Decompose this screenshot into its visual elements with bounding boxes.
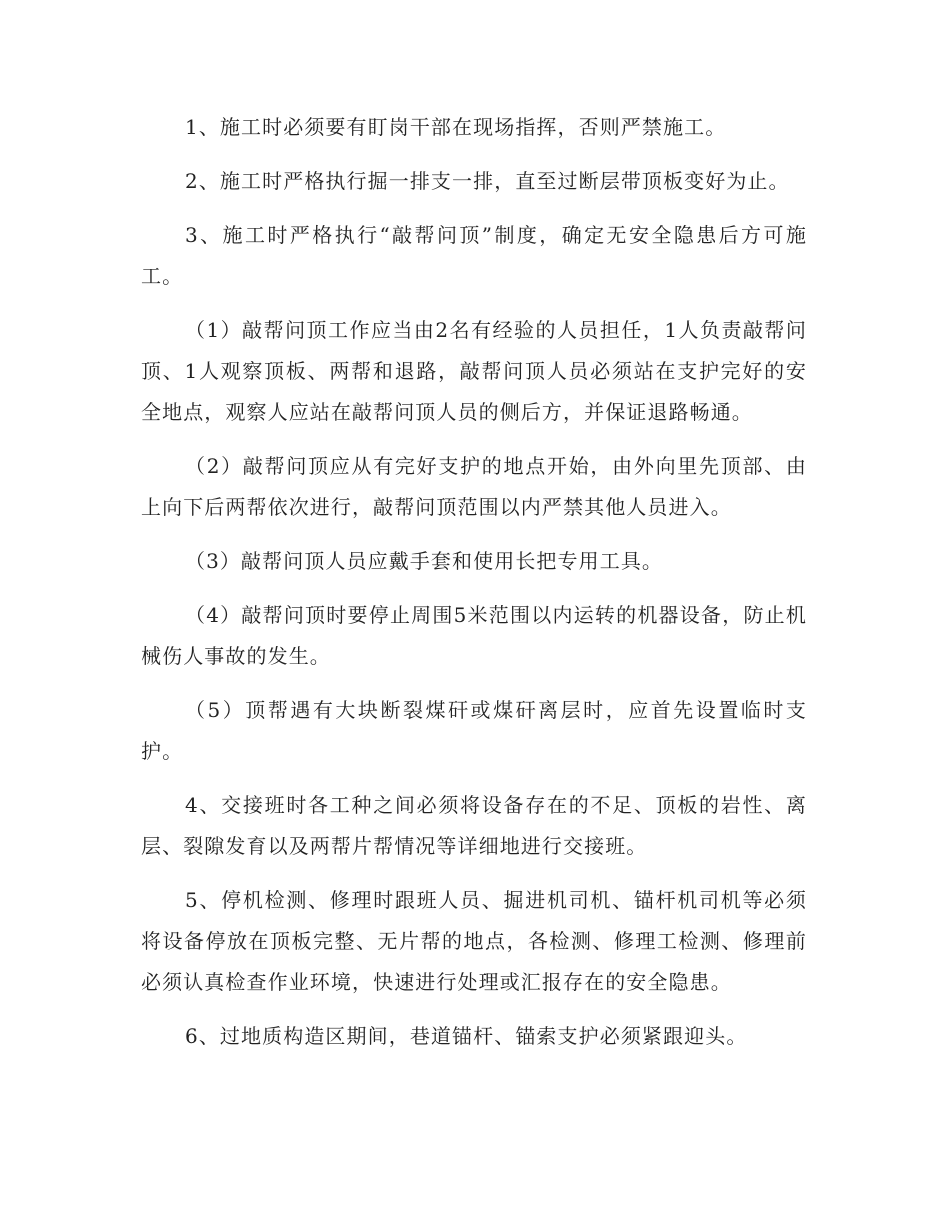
paragraph-item-6: 6、过地质构造区期间，巷道锚杆、锚索支护必须紧跟迎头。: [185, 1024, 748, 1048]
paragraph-item-4: 4、交接班时各工种之间必须将设备存在的不足、顶板的岩性、离层、裂隙发育以及两帮片帮情况等详细地进行交接班。: [141, 793, 807, 858]
paragraph-subitem-3: （3）敲帮问顶人员应戴手套和使用长把专用工具。: [185, 549, 664, 573]
paragraph-subitem-4: （4）敲帮问顶时要停止周围5米范围以内运转的机器设备，防止机械伤人事故的发生。: [141, 603, 807, 668]
paragraph-item-2: 2、施工时严格执行掘一排支一排，直至过断层带顶板变好为止。: [185, 169, 790, 193]
paragraph-item-5: 5、停机检测、修理时跟班人员、掘进机司机、锚杆机司机等必须将设备停放在顶板完整、无片帮的地点，各检测、修理工检测、修理前必须认真检查作业环境，快速进行处理或汇报存在的安全隐患。: [141, 888, 807, 994]
paragraph-subitem-2: （2）敲帮问顶应从有完好支护的地点开始，由外向里先顶部、由上向下后两帮依次进行，敲帮问顶范围以内严禁其他人员进入。: [141, 454, 807, 519]
paragraph-item-1: 1、施工时必须要有盯岗干部在现场指挥，否则严禁施工。: [185, 115, 727, 139]
paragraph-subitem-1: （1）敲帮问顶工作应当由2名有经验的人员担任，1人负责敲帮问顶、1人观察顶板、两帮和退路，敲帮问顶人员必须站在支护完好的安全地点，观察人应站在敲帮问顶人员的侧后方，并保证退路畅通。: [141, 318, 807, 424]
paragraph-subitem-5: （5）顶帮遇有大块断裂煤矸或煤矸离层时，应首先设置临时支护。: [141, 698, 807, 763]
document-body: [141, 107, 807, 1070]
paragraph-item-3: 3、施工时严格执行“敲帮问顶”制度，确定无安全隐患后方可施工。: [141, 223, 807, 288]
